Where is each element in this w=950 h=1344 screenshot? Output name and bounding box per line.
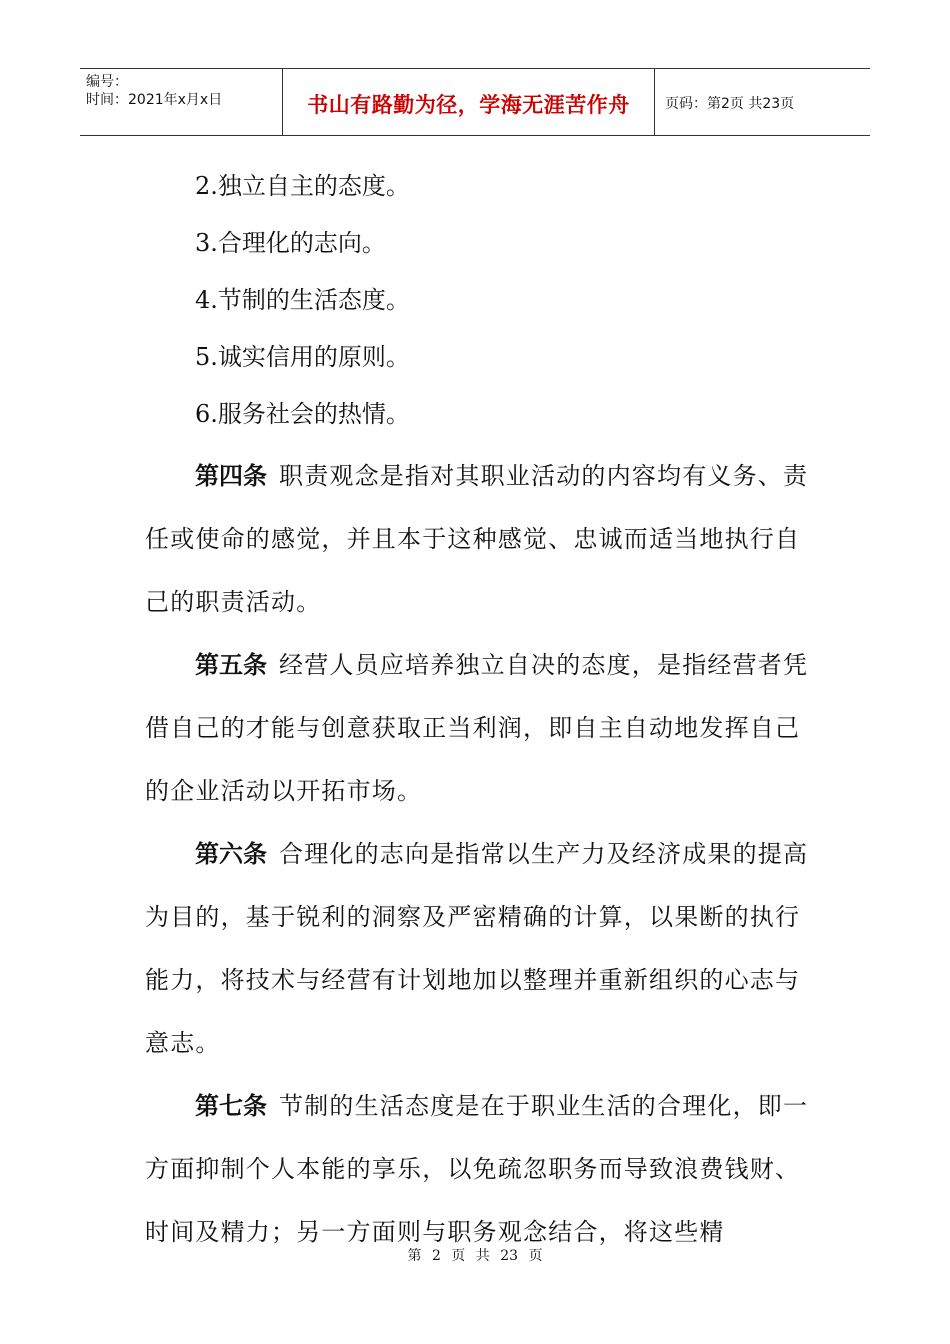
article-title: 第六条 — [195, 840, 267, 868]
article-text: 经营人员应培养独立自决的态度，是指经营者凭借自己的才能与创意获取正当利润，即自主自动地发挥自己的企业活动以开拓市场。 — [145, 651, 809, 805]
article-title: 第四条 — [195, 462, 267, 490]
article-paragraph — [145, 823, 815, 1075]
article-text: 职责观念是指对其职业活动的内容均有义务、责任或使命的感觉，并且本于这种感觉、忠诚而适当地执行自己的职责活动。 — [145, 462, 809, 616]
article-5 — [145, 634, 815, 823]
article-paragraph — [145, 634, 815, 823]
list-item: 6.服务社会的热情。 — [195, 400, 410, 428]
list-item: 2.独立自主的态度。 — [195, 172, 410, 200]
document-body — [145, 160, 815, 1264]
article-paragraph — [145, 1075, 815, 1264]
page-header — [80, 68, 870, 136]
article-title: 第五条 — [195, 651, 267, 679]
header-page-cell — [655, 69, 870, 135]
header-page-label: 页码：第2页 共23页 — [665, 96, 795, 112]
article-7 — [145, 1075, 815, 1264]
list-item: 4.节制的生活态度。 — [195, 286, 410, 314]
page-footer: 第 2 页 共 23 页 — [407, 1248, 543, 1264]
header-meta-cell — [80, 69, 283, 135]
article-text: 节制的生活态度是在于职业生活的合理化，即一方面抑制个人本能的享乐，以免疏忽职务而导致浪费钱财、时间及精力；另一方面则与职务观念结合，将这些精 — [145, 1092, 809, 1246]
article-title: 第七条 — [195, 1092, 267, 1120]
document-number-label: 编号： — [86, 74, 128, 90]
article-4 — [145, 445, 815, 634]
list-item: 3.合理化的志向。 — [195, 229, 386, 257]
principles-list — [145, 160, 815, 445]
list-item: 5.诚实信用的原则。 — [195, 343, 410, 371]
article-6 — [145, 823, 815, 1075]
article-text: 合理化的志向是指常以生产力及经济成果的提高为目的，基于锐利的洞察及严密精确的计算，以果断的执行能力，将技术与经营有计划地加以整理并重新组织的心志与意志。 — [145, 840, 809, 1057]
article-paragraph — [145, 445, 815, 634]
header-motto: 书山有路勤为径，学海无涯苦作舟 — [307, 93, 630, 117]
document-date-label: 时间：2021年x月x日 — [86, 92, 223, 108]
header-motto-cell — [283, 69, 655, 135]
